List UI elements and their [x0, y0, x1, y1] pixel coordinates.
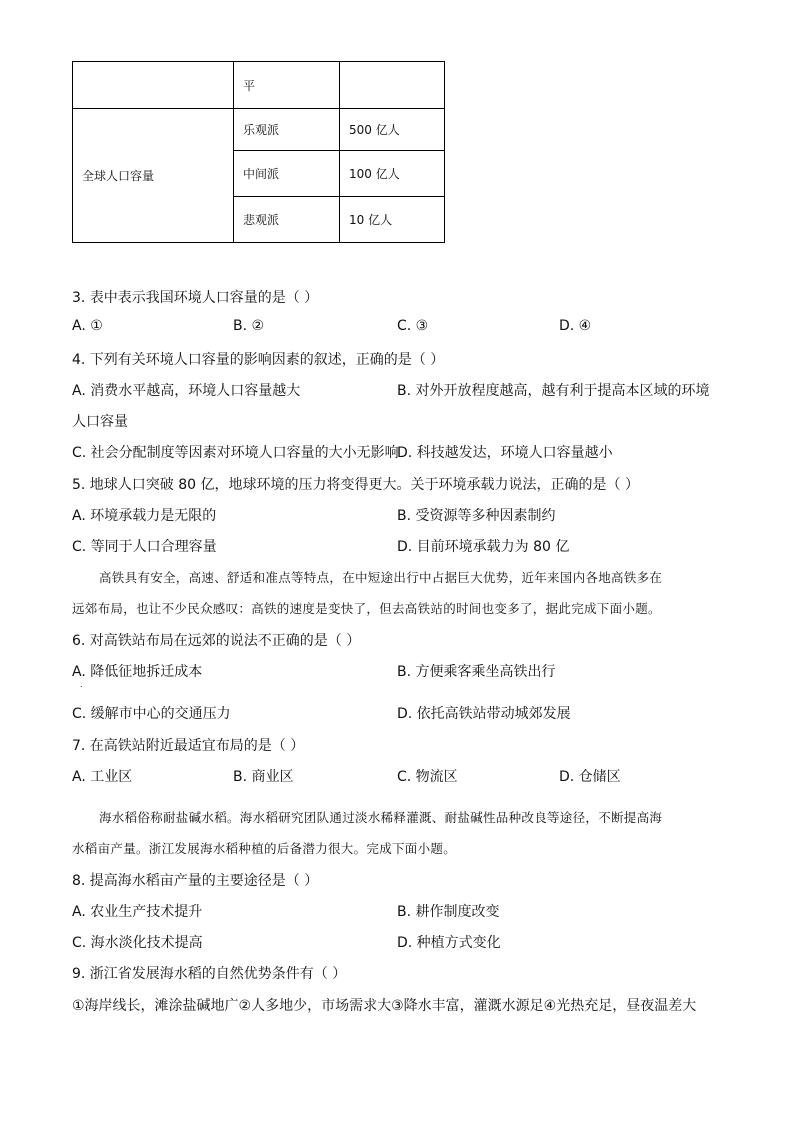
q8-option-a: A. 农业生产技术提升 [72, 904, 203, 920]
q9-statements: ①海岸线长，滩涂盐碱地广②人多地少，市场需求大③降水丰富，灌溉水源足④光热充足，昼夜温差大 [72, 998, 697, 1014]
q4-option-b-continued: 人口容量 [72, 414, 128, 430]
q4-option-c: C. 社会分配制度等因素对环境人口容量的大小无影响 [72, 445, 399, 461]
q4-option-b: B. 对外开放程度越高，越有利于提高本区域的环境 [397, 383, 710, 399]
passage-2-line-1: 海水稻俗称耐盐碱水稻。海水稻研究团队通过淡水稀释灌溉、耐盐碱性品种改良等途径，不断提高海 [99, 810, 663, 825]
table-cell: 10 亿人 [340, 197, 445, 243]
q5-option-a: A. 环境承载力是无限的 [72, 508, 217, 524]
stray-mark: . [80, 680, 83, 689]
q6-option-d: D. 依托高铁站带动城郊发展 [397, 706, 571, 722]
q7-option-b: B. 商业区 [233, 769, 294, 785]
question-3-stem: 3. 表中表示我国环境人口容量的是（ ） [72, 290, 319, 306]
q3-option-b: B. ② [233, 318, 265, 334]
table-cell [73, 62, 234, 109]
question-7-stem: 7. 在高铁站附近最适宜布局的是（ ） [72, 738, 305, 754]
passage-2-line-2: 水稻亩产量。浙江发展海水稻种植的后备潜力很大。完成下面小题。 [72, 841, 457, 856]
q7-option-d: D. 仓储区 [559, 769, 621, 785]
question-6-stem: 6. 对高铁站布局在远郊的说法不正确的是（ ） [72, 633, 361, 649]
q5-option-d: D. 目前环境承载力为 80 亿 [397, 539, 570, 555]
q6-option-a: A. 降低征地拆迁成本 [72, 664, 203, 680]
question-8-stem: 8. 提高海水稻亩产量的主要途径是（ ） [72, 873, 319, 889]
question-5-stem: 5. 地球人口突破 80 亿，地球环境的压力将变得更大。关于环境承载力说法，正确的是（ ） [72, 477, 639, 493]
table-row [73, 109, 445, 151]
passage-1-line-1: 高铁具有安全，高速、舒适和准点等特点，在中短途出行中占据巨大优势，近年来国内各地高铁多在 [99, 570, 663, 585]
table-cell: 悲观派 [234, 197, 340, 243]
q4-option-d: D. 科技越发达，环境人口容量越小 [397, 445, 613, 461]
q6-option-b: B. 方便乘客乘坐高铁出行 [397, 664, 556, 680]
q8-option-d: D. 种植方式变化 [397, 935, 501, 951]
q3-option-d: D. ④ [559, 318, 592, 334]
passage-1-line-2: 远郊布局，也让不少民众感叹：高铁的速度是变快了，但去高铁站的时间也变多了，据此完成下面小题。 [72, 601, 661, 616]
question-4-stem: 4. 下列有关环境人口容量的影响因素的叙述，正确的是（ ） [72, 352, 445, 368]
q7-option-c: C. 物流区 [397, 769, 458, 785]
table-cell: 100 亿人 [340, 151, 445, 197]
table-cell: 500 亿人 [340, 109, 445, 151]
q3-option-a: A. ① [72, 318, 103, 334]
q8-option-c: C. 海水淡化技术提高 [72, 935, 203, 951]
table-cell: 乐观派 [234, 109, 340, 151]
q8-option-b: B. 耕作制度改变 [397, 904, 500, 920]
table-cell [340, 62, 445, 109]
q7-option-a: A. 工业区 [72, 769, 133, 785]
question-9-stem: 9. 浙江省发展海水稻的自然优势条件有（ ） [72, 966, 347, 982]
table-row [73, 62, 445, 109]
q6-option-c: C. 缓解市中心的交通压力 [72, 706, 231, 722]
q3-option-c: C. ③ [397, 318, 429, 334]
q5-option-c: C. 等同于人口合理容量 [72, 539, 217, 555]
table-cell: 中间派 [234, 151, 340, 197]
q4-option-a: A. 消费水平越高，环境人口容量越大 [72, 383, 301, 399]
table-row-label: 全球人口容量 [73, 109, 234, 243]
q5-option-b: B. 受资源等多种因素制约 [397, 508, 556, 524]
table-cell: 平 [234, 62, 340, 109]
population-capacity-table [72, 61, 445, 243]
